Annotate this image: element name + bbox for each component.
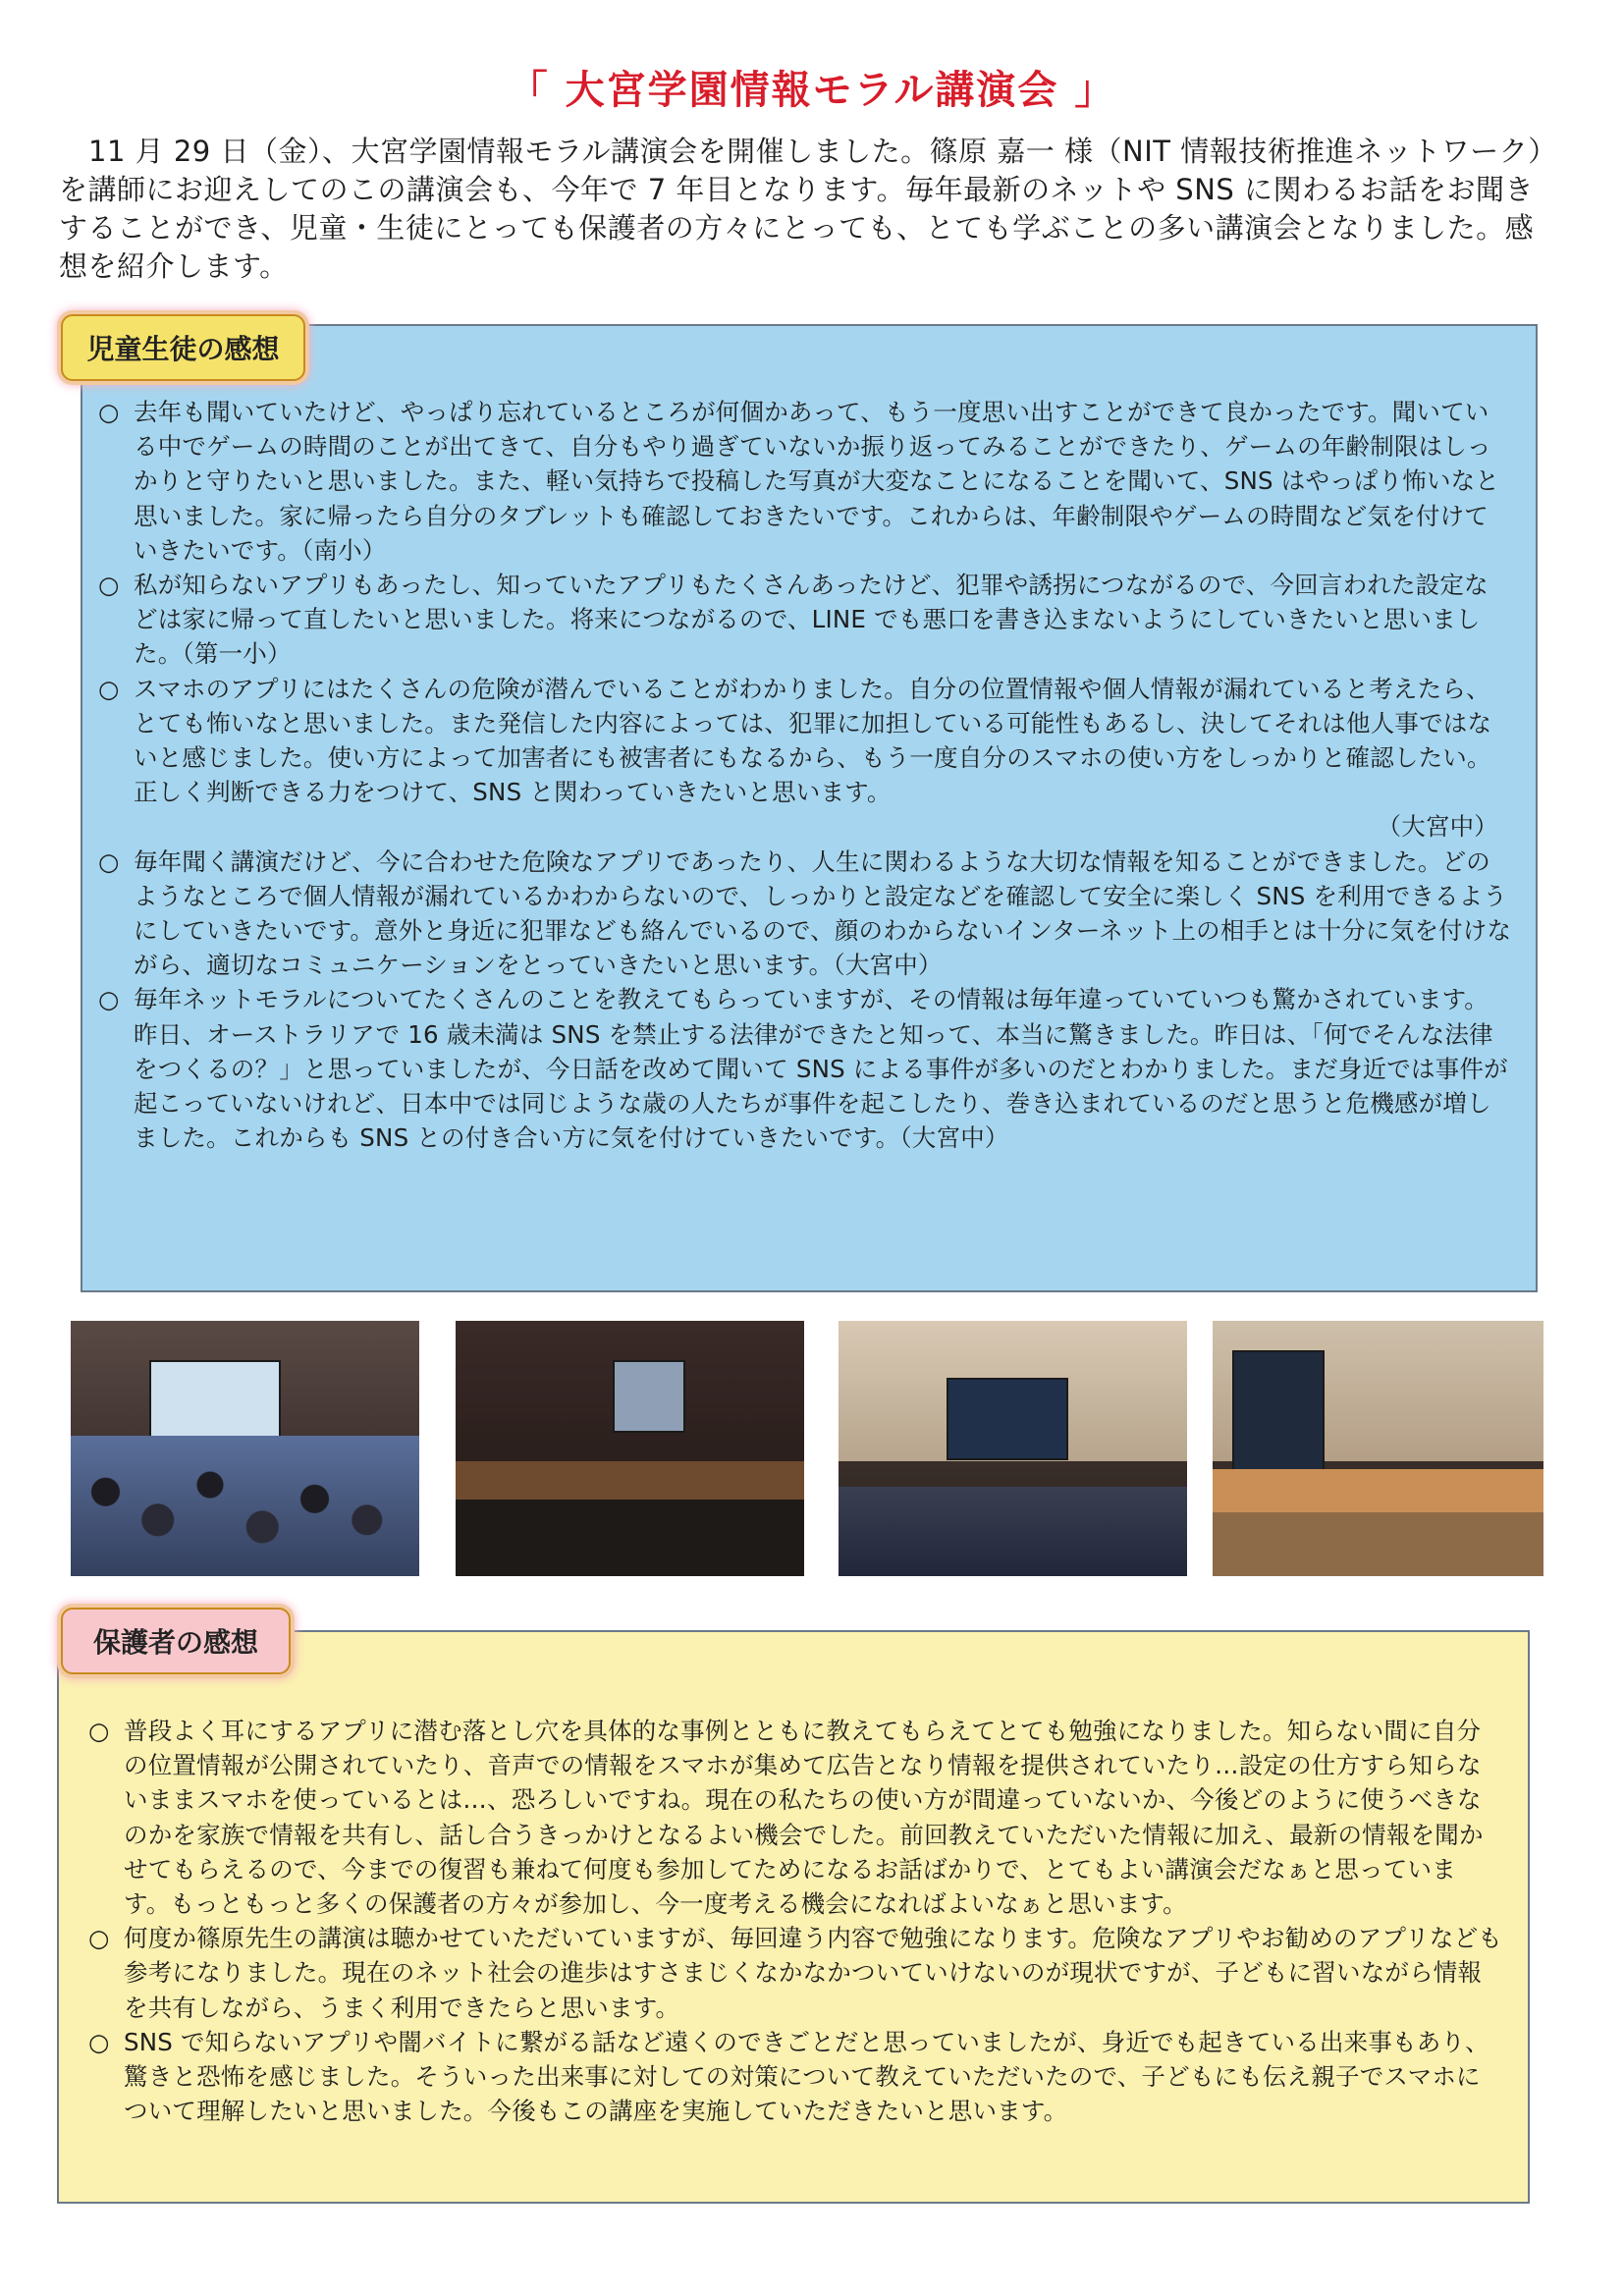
student-comment-2: [98, 568, 1512, 672]
bullet-circle: ○: [88, 1717, 110, 1745]
students-heading: 児童生徒の感想: [61, 314, 305, 381]
comment-text: 去年も聞いていたけど、やっぱり忘れているところが何個かあって、もう一度思い出すことができて良かったです。聞いている中でゲームの時間のことが出てきて、自分もやり過ぎていないか振り返ってみることができたり、ゲームの年齢制限はしっかりと守りたいと思いました。また、軽い気持ちで投稿した写真が大変なことになることを聞いて、SNS はやっぱり怖いなと思いました。家に帰ったら自分のタブレットも確認しておきたいです。これからは、年齢制限やゲームの時間など気を付けていきたいです。（南小）: [134, 398, 1500, 565]
comment-text: SNS で知らないアプリや闇バイトに繋がる話など遠くのできごとだと思っていましたが、身近でも起きている出来事もあり、驚きと恐怖を感じました。そういった出来事に対しての対策について教えていただいたので、子どもにも伝え親子でスマホについて理解したいと思いました。今後もこの講座を実施していただきたいと思います。: [124, 2027, 1489, 2126]
bullet-circle: ○: [88, 1924, 110, 1953]
comment-text: 毎年聞く講演だけど、今に合わせた危険なアプリであったり、人生に関わるような大切な情報を知ることができました。どのようなところで個人情報が漏れているかわからないので、しっかりと設定などを確認して安全に楽しく SNS を利用できるようにしていきたいです。意外と身近に犯罪なども絡んでいるので、顔のわからないインターネット上の相手とは十分に気を付けながら、適切なコミュニケーションをとっていきたいと思います。（大宮中）: [134, 847, 1512, 980]
photo-speaker-at-podium: [1213, 1321, 1543, 1576]
comment-source: （大宮中）: [1377, 812, 1498, 842]
intro-text: 11 月 29 日（金）、大宮学園情報モラル講演会を開催しました。篠原 嘉一 様（NIT 情報技術推進ネットワーク）を講師にお迎えしてのこの講演会も、今年で 7 年目となります。毎年最新のネットや SNS に関わるお話をお聞きすることができ、児童・生徒にとっても保護者の方々にとっても、とても学ぶことの多い講演会となりました。感想を紹介します。: [59, 135, 1543, 283]
intro-paragraph: [59, 133, 1551, 286]
photo-audience-raising-hands: [71, 1321, 419, 1576]
photo-gym-presentation: [839, 1321, 1187, 1576]
comment-text: 毎年ネットモラルについてたくさんのことを教えてもらっていますが、その情報は毎年違っていていつも驚かされています。昨日、オーストラリアで 16 歳未満は SNS を禁止する法律ができたと知って、本当に驚きました。昨日は、「何でそんな法律をつくるの？」と思っていましたが、今日話を改めて聞いて SNS による事件が多いのだとわかりました。まだ身近では事件が起こっていないけれど、日本中では同じような歳の人たちが事件を起こしたり、巻き込まれているのだと思うと危機感が増しました。これからも SNS との付き合い方に気を付けていきたいです。（大宮中）: [134, 985, 1508, 1153]
bullet-circle: ○: [98, 674, 120, 703]
comment-text: 何度か篠原先生の講演は聴かせていただいていますが、毎回違う内容で勉強になります。危険なアプリやお勧めのアプリなども参考になりました。現在のネット社会の進歩はすさまじくなかなかついていけないのが現状ですが、子どもに習いながら情報を共有しながら、うまく利用できたらと思います。: [124, 1924, 1502, 2022]
bullet-circle: ○: [88, 2027, 110, 2056]
bullet-circle: ○: [98, 571, 120, 600]
comment-text: 普段よく耳にするアプリに潜む落とし穴を具体的な事例とともに教えてもらえてとても勉強になりました。知らない間に自分の位置情報が公開されていたり、音声での情報をスマホが集めて広告となり情報を提供されていたり…設定の仕方すら知らないままスマホを使っているとは…、恐ろしいですね。現在の私たちの使い方が間違っていないか、今後どのように使うべきなのかを家族で情報を共有し、話し合うきっかけとなるよい機会でした。前回教えていただいた情報に加え、最新の情報を聞かせてもらえるので、今までの復習も兼ねて何度も参加してためになるお話ばかりで、とてもよい講演会だなぁと思っています。もっともっと多くの保護者の方々が参加し、今一度考える機会になればよいなぁと思います。: [124, 1717, 1484, 1919]
page-title: 「 大宮学園情報モラル講演会 」: [508, 68, 1116, 113]
student-comment-1: [98, 395, 1512, 568]
event-photos: [71, 1321, 1543, 1578]
parent-comment-3: [88, 2025, 1502, 2129]
parent-comment-2: [88, 1921, 1502, 2025]
bullet-circle: ○: [98, 398, 120, 426]
comment-text: 私が知らないアプリもあったし、知っていたアプリもたくさんあったけど、犯罪や誘拐につながるので、今回言われた設定などは家に帰って直したいと思いました。将来につながるので、LINE でも悪口を書き込まないようにしていきたいと思いました。（第一小）: [134, 571, 1489, 669]
student-comment-3: [98, 672, 1512, 845]
students-comments: [98, 395, 1512, 1155]
parent-comment-1: [88, 1714, 1502, 1921]
bullet-circle: ○: [98, 985, 120, 1014]
comment-text: スマホのアプリにはたくさんの危険が潜んでいることがわかりました。自分の位置情報や個人情報が漏れていると考えたら、とても怖いなと思いました。また発信した内容によっては、犯罪に加担している可能性もあるし、決してそれは他人事ではないと感じました。使い方によって加害者にも被害者にもなるから、もう一度自分のスマホの使い方をしっかりと確認したい。正しく判断できる力をつけて、SNS と関わっていきたいと思います。: [134, 674, 1492, 807]
bullet-circle: ○: [98, 847, 120, 876]
student-comment-5: [98, 982, 1512, 1155]
parents-heading: 保護者の感想: [61, 1608, 291, 1674]
parents-comments: [88, 1714, 1502, 2128]
photo-speaker-and-screen: [456, 1321, 804, 1576]
student-comment-4: [98, 845, 1512, 983]
